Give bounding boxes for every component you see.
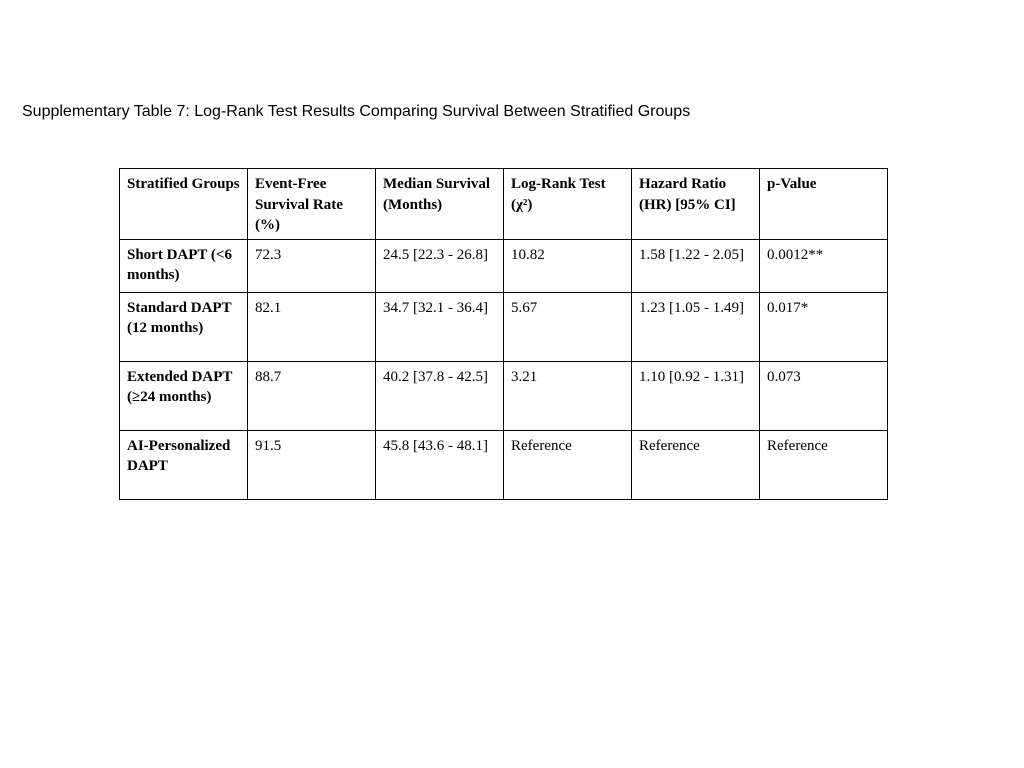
header-log-rank-test: Log-Rank Test (χ²) — [504, 169, 632, 240]
cell-median-survival: 40.2 [37.8 - 42.5] — [376, 361, 504, 430]
cell-log-rank: 5.67 — [504, 292, 632, 361]
cell-p-value: 0.0012** — [760, 239, 888, 292]
cell-median-survival: 34.7 [32.1 - 36.4] — [376, 292, 504, 361]
cell-group: Short DAPT (<6 months) — [120, 239, 248, 292]
table-row — [120, 239, 888, 292]
table-header-row — [120, 169, 888, 240]
cell-log-rank: 10.82 — [504, 239, 632, 292]
cell-log-rank: Reference — [504, 430, 632, 499]
cell-hazard-ratio: 1.23 [1.05 - 1.49] — [632, 292, 760, 361]
header-event-free-survival: Event-Free Survival Rate (%) — [248, 169, 376, 240]
header-hazard-ratio: Hazard Ratio (HR) [95% CI] — [632, 169, 760, 240]
cell-event-free-survival: 88.7 — [248, 361, 376, 430]
cell-p-value: Reference — [760, 430, 888, 499]
header-p-value: p-Value — [760, 169, 888, 240]
cell-median-survival: 24.5 [22.3 - 26.8] — [376, 239, 504, 292]
cell-group: Extended DAPT (≥24 months) — [120, 361, 248, 430]
cell-group: Standard DAPT (12 months) — [120, 292, 248, 361]
table-row — [120, 292, 888, 361]
cell-p-value: 0.073 — [760, 361, 888, 430]
header-median-survival: Median Survival (Months) — [376, 169, 504, 240]
header-stratified-groups: Stratified Groups — [120, 169, 248, 240]
cell-hazard-ratio: 1.10 [0.92 - 1.31] — [632, 361, 760, 430]
cell-group: AI-Personalized DAPT — [120, 430, 248, 499]
cell-hazard-ratio: Reference — [632, 430, 760, 499]
log-rank-results-table — [119, 168, 888, 500]
cell-event-free-survival: 72.3 — [248, 239, 376, 292]
cell-event-free-survival: 91.5 — [248, 430, 376, 499]
cell-log-rank: 3.21 — [504, 361, 632, 430]
table-row — [120, 361, 888, 430]
table-row — [120, 430, 888, 499]
cell-hazard-ratio: 1.58 [1.22 - 2.05] — [632, 239, 760, 292]
cell-event-free-survival: 82.1 — [248, 292, 376, 361]
table-caption: Supplementary Table 7: Log-Rank Test Results Comparing Survival Between Stratified Groups — [22, 103, 691, 120]
cell-p-value: 0.017* — [760, 292, 888, 361]
cell-median-survival: 45.8 [43.6 - 48.1] — [376, 430, 504, 499]
